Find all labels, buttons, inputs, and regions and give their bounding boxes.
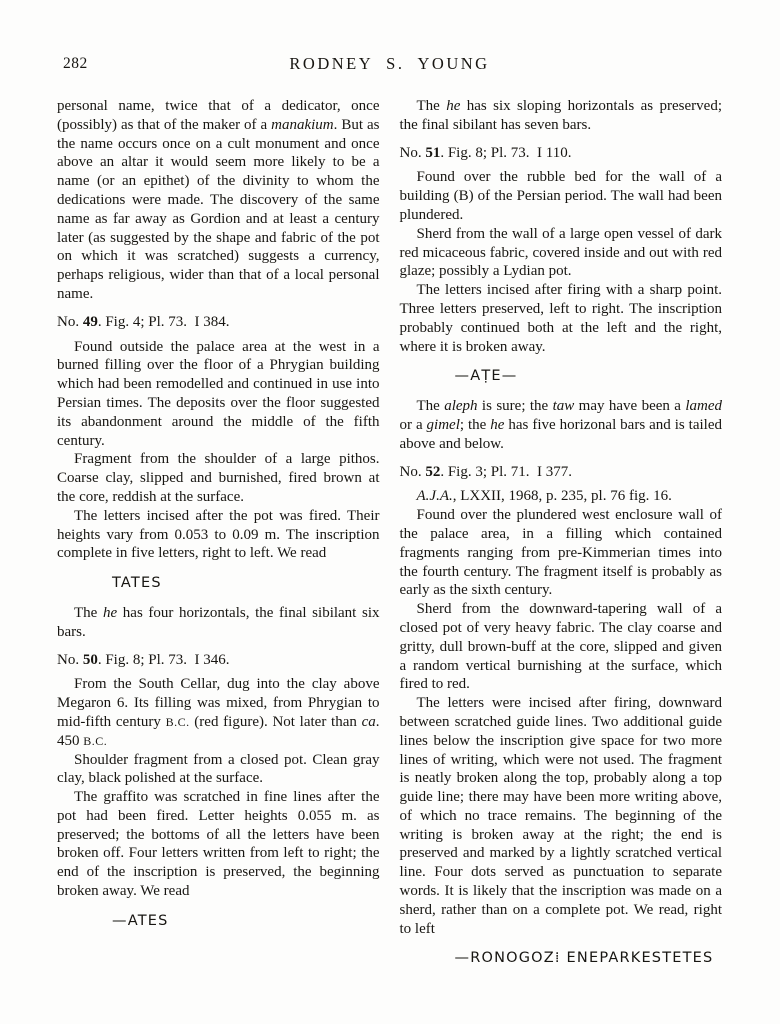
text-run: lamed — [685, 398, 722, 415]
text-run: ca — [361, 713, 376, 730]
paragraph — [57, 97, 380, 304]
text-run: has six sloping horizontals as preserved; the final sibilant has seven bars. — [399, 98, 722, 133]
paragraph — [57, 751, 380, 789]
right-column — [400, 97, 723, 979]
paragraph — [400, 225, 723, 281]
paragraph — [57, 788, 380, 901]
text-run: has four horizontals, the final sibilant six bars. — [57, 604, 380, 640]
paragraph — [400, 600, 723, 694]
text-run: The letters incised after firing with a sharp point. Three letters preserved, left to right. The inscription probably continued both at the left and the right, where it is broken away. — [399, 282, 722, 355]
text-run: Shoulder fragment from a closed pot. Clean gray clay, black polished at the surface. — [57, 751, 380, 787]
running-head: RODNEY S. YOUNG — [289, 54, 490, 73]
text-run: . 450 — [57, 713, 380, 749]
text-run: The graffito was scratched in fine lines after the pot had been fired. Letter heights 0.055 m. as preserved; the bottoms of all the letters have been broken off. Four letters written from left to right; the end of the inscription is preserved, the beginning broken away. We read — [57, 789, 380, 900]
text-run: manakium — [271, 116, 334, 133]
text-run: 50 — [82, 651, 98, 668]
text-run: Sherd from the wall of a large open vessel of dark red micaceous fabric, covered inside and out with red glaze; possibly a Lydian pot. — [399, 225, 722, 280]
text-run: has five horizonal bars and is tailed above and below. — [399, 416, 722, 452]
text-run: taw — [552, 398, 575, 415]
paragraph — [57, 338, 380, 451]
text-run: Found outside the palace area at the west in a burned filling over the floor of a Phrygian building which had been remodelled and continued in use into Persian times. The deposits over the floor suggested its abandonment around the middle of the fifth century. — [57, 338, 380, 449]
text-run: aleph — [444, 398, 478, 415]
page-header — [57, 54, 722, 76]
paragraph — [57, 675, 380, 750]
inscription-line: —ATES — [112, 912, 169, 929]
text-run: The letters incised after the pot was fired. Their heights vary from 0.053 to 0.09 m. The inscription complete in five letters, right to left. We read — [57, 507, 380, 562]
text-run: , LXXII, 1968, p. 235, pl. 76 fig. 16. — [452, 488, 672, 505]
text-run: personal name, twice that of a dedicator, once (possibly) as that of the maker of a — [57, 98, 380, 133]
paragraph — [400, 97, 723, 135]
text-run: Sherd from the downward-tapering wall of a closed pot of very heavy fabric. The clay coarse and gritty, dull brown-buff at the core, slipped and given a random vertical burnishing at the surface, which fired to red. — [399, 601, 722, 693]
text-run: . Fig. 8; Pl. 73. I 346. — [97, 651, 230, 668]
paragraph — [400, 281, 723, 356]
paragraph — [400, 506, 723, 600]
inscription-line: —RONOGOZ⁞ ENEPARKESTETES — [454, 950, 714, 967]
entry-heading — [400, 144, 723, 163]
text-run: he — [102, 604, 118, 621]
paragraph — [57, 604, 380, 642]
text-run: No. — [57, 651, 83, 668]
text-run: is sure; the — [477, 398, 553, 415]
text-run: The — [416, 98, 447, 114]
text-run: he — [490, 416, 505, 433]
text-run: gimel — [426, 416, 460, 433]
text-run: B.C. — [165, 714, 190, 729]
text-run: . Fig. 8; Pl. 73. I 110. — [440, 144, 572, 161]
entry-heading — [57, 651, 380, 670]
text-run: Found over the plundered west enclosure wall of the palace area, in a filling which contained fragments ranging from pre-Kimmerian times into the fourth century. The fragment itself is probably as early as the sixth century. — [399, 507, 722, 599]
paragraph — [400, 168, 723, 224]
inscription-line: —AṬE— — [454, 368, 518, 385]
page-number: 282 — [63, 55, 88, 72]
text-run: 51 — [425, 144, 441, 161]
text-run: No. — [399, 144, 426, 161]
text-run: or a — [399, 416, 427, 433]
entry-heading — [400, 463, 723, 482]
text-run: Found over the rubble bed for the wall of a building (B) of the Persian period. The wall had been plundered. — [399, 169, 722, 223]
text-run: The letters were incised after firing, downward between scratched guide lines. Two additional guide lines below the inscription give space for two more lines of writing, which were not used. The fragment is neatly broken along the top, probably along a top guide line; there may have been more writing above, of which no trace remains. The beginning of the writing is broken away at the right; the end is preserved and marked by a lightly scratched vertical line. Four dots served as punctuation to separate words. It is likely that the inscription was made on a sherd, rather than on a complete pot. We read, right to left — [399, 695, 722, 937]
text-run: . Fig. 4; Pl. 73. I 384. — [97, 313, 230, 330]
text-run: No. — [57, 313, 83, 330]
text-run: (red figure). Not later than — [189, 713, 362, 730]
text-run: . But as the name occurs once on a cult monument and once above an altar it would seem more likely to be a name (or an epithet) of the divinity to whom the dedications were made. The discovery of the same name as far away as Gordion and at least a century later (as suggested by the shape and fabric of the pot on which it was scratched) suggests a currency, perhaps religious, wider than that of a local personal name. — [57, 116, 380, 302]
paragraph — [57, 450, 380, 506]
text-run: The — [416, 398, 445, 415]
left-column — [57, 97, 380, 979]
entry-heading — [57, 313, 380, 332]
text-run: From the South Cellar, dug into the clay above Megaron 6. Its filling was mixed, from Phrygian to mid-fifth century — [57, 676, 380, 730]
text-run: may have been a — [574, 398, 686, 415]
text-run: No. — [399, 463, 426, 480]
text-run: B.C. — [83, 733, 108, 748]
paragraph — [400, 397, 723, 453]
paragraph — [400, 694, 723, 938]
text-run: ; the — [459, 416, 491, 433]
text-run: 52 — [425, 463, 441, 480]
text-run: The — [74, 604, 103, 621]
inscription-line: TATES — [112, 575, 162, 592]
text-run: Fragment from the shoulder of a large pithos. Coarse clay, slipped and burnished, fired brown at the core, reddish at the surface. — [57, 451, 380, 505]
text-run: 49 — [82, 313, 98, 330]
text-run: he — [446, 98, 461, 114]
text-run: A.J.A. — [416, 488, 453, 505]
text-run: . Fig. 3; Pl. 71. I 377. — [440, 463, 573, 480]
two-column-body — [57, 97, 722, 979]
paragraph — [57, 507, 380, 563]
paragraph — [400, 487, 723, 506]
